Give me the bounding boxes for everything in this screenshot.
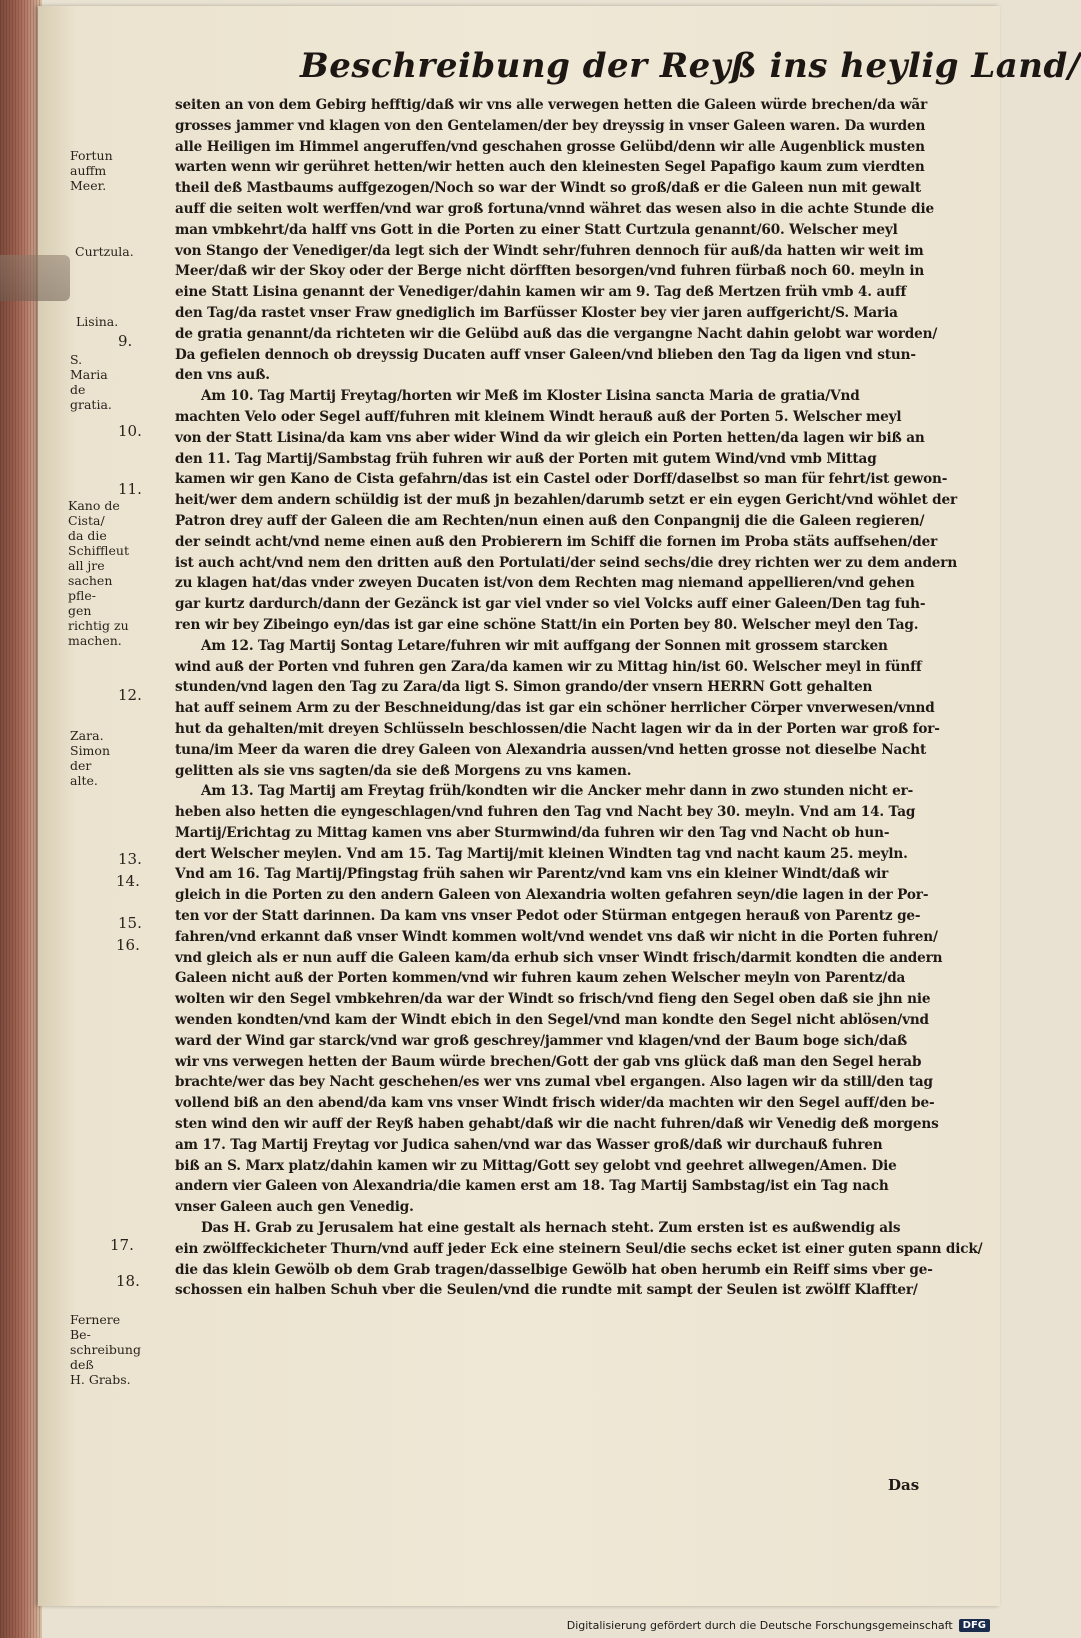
footer-text: Digitalisierung gefördert durch die Deutsche Forschungsgemeinschaft bbox=[566, 1619, 953, 1632]
body-line: Martij/Erichtag zu Mittag kamen vns aber Sturmwind/da fuhren wir den Tag vnd Nacht ob hun- bbox=[175, 824, 890, 841]
margin-note-curtzula: Curtzula. bbox=[75, 244, 134, 259]
digitization-footer bbox=[567, 1619, 990, 1632]
book-page-edges bbox=[0, 0, 42, 1638]
body-line: brachte/wer das bey Nacht geschehen/es wer vns zumal vbel ergangen. Also lagen wir da still/den tag bbox=[175, 1074, 933, 1091]
margin-note-kano: Kano de Cista/ da die Schiffleut all jre sachen pfle- gen richtig zu machen. bbox=[68, 498, 129, 648]
body-line: die das klein Gewölb ob dem Grab tragen/dasselbige Gewölb hat oben herumb ein Reiff sims vber ge- bbox=[175, 1261, 933, 1278]
body-line: Das H. Grab zu Jerusalem hat eine gestalt als hernach steht. Zum ersten ist es außwendig als bbox=[201, 1220, 901, 1237]
margin-note-17: 17. bbox=[110, 1236, 134, 1254]
book-clasp bbox=[0, 255, 70, 301]
body-line: warten wenn wir gerühret hetten/wir hetten auch den kleinesten Segel Papafigo kaum zum vierdten bbox=[175, 159, 925, 176]
body-line: andern vier Galeen von Alexandria/die kamen erst am 18. Tag Martij Sambstag/ist ein Tag nach bbox=[175, 1178, 889, 1195]
body-line: Am 13. Tag Martij am Freytag früh/kondten wir die Ancker mehr dann in zwo stunden nicht er- bbox=[201, 783, 914, 800]
dfg-logo-icon: DFG bbox=[959, 1619, 990, 1632]
body-line: wenden kondten/vnd kam der Windt ebich in den Segel/vnd man kondte den Segel nicht ablösen/vnd bbox=[175, 1012, 929, 1029]
body-line: gar kurtz dardurch/dann der Gezänck ist gar viel vnder so viel Volcks auff einer Galeen/Den tag fuh- bbox=[175, 596, 926, 613]
body-line: den vns auß. bbox=[175, 367, 270, 384]
body-line: zu klagen hat/das vnder zweyen Ducaten ist/von dem Rechten mag niemand appellieren/vnd gehen bbox=[175, 575, 915, 592]
body-line: vnser Galeen auch gen Venedig. bbox=[175, 1199, 414, 1216]
body-line: vnd gleich als er nun auff die Galeen kam/da erhub sich vnser Windt frisch/darmit kondten die andern bbox=[175, 949, 943, 966]
body-line: vollend biß an den abend/da kam vns vnser Windt frisch wider/da machten wir den Segel auff/den be- bbox=[175, 1095, 935, 1112]
body-line: wir vns verwegen hetten der Baum würde brechen/Gott der gab vns glück daß man den Segel herab bbox=[175, 1053, 922, 1070]
body-line: seiten an von dem Gebirg hefftig/daß wir vns alle verwegen hetten die Galeen würde brechen/da wãr bbox=[175, 97, 928, 113]
body-line: von Stango der Venediger/da legt sich der Windt sehr/fuhren dennoch für auß/da hatten wir weit im bbox=[175, 242, 924, 259]
body-line: von der Statt Lisina/da kam vns aber wider Wind da wir gleich ein Porten hetten/da lagen wir biß an bbox=[175, 429, 925, 446]
margin-note-zara: Zara. Simon der alte. bbox=[70, 728, 110, 788]
body-line: der seindt acht/vnd neme einen auß den Probierern im Schiff die fornen im Proba stäts auffsehen/der bbox=[175, 533, 938, 550]
margin-note-9: 9. bbox=[118, 332, 133, 350]
body-line: stunden/vnd lagen den Tag zu Zara/da ligt S. Simon grando/der vnsern HERRN Gott gehalten bbox=[175, 679, 873, 696]
body-line: machten Velo oder Segel auff/fuhren mit kleinem Windt herauß auß der Porten 5. Welscher meyl bbox=[175, 408, 902, 425]
body-line: am 17. Tag Martij Freytag vor Judica sahen/vnd war das Wasser groß/daß wir durchauß fuhren bbox=[175, 1136, 883, 1153]
body-line: theil deß Mastbaums auffgezogen/Noch so war der Windt so groß/daß er die Galeen nun mit gewalt bbox=[175, 180, 921, 197]
body-line: Galeen nicht auß der Porten kommen/vnd wir fuhren kaum zehen Welscher meyln von Parentz/da bbox=[175, 970, 906, 987]
margin-note-14: 14. bbox=[116, 872, 140, 890]
body-line: wind auß der Porten vnd fuhren gen Zara/da kamen wir zu Mittag hin/ist 60. Welscher meyl in fünff bbox=[175, 658, 922, 675]
margin-note-fortun: Fortun auffm Meer. bbox=[70, 148, 113, 193]
body-line: Vnd am 16. Tag Martij/Pfingstag früh sahen wir Parentz/vnd kam vns ein kleiner Windt/daß wir bbox=[175, 866, 889, 883]
body-line: alle Heiligen im Himmel angeruffen/vnd geschahen grosse Gelübd/denn wir alle Augenblick musten bbox=[175, 138, 925, 155]
body-line: Da gefielen dennoch ob dreyssig Ducaten auff vnser Galeen/vnd blieben den Tag da ligen vnd stun- bbox=[175, 346, 916, 363]
body-line: ein zwölffeckicheter Thurn/vnd auff jeder Eck eine steinern Seul/die sechs ecket ist einer guten spann dick/ bbox=[175, 1240, 983, 1257]
body-line: tuna/im Meer da waren die drey Galeen von Alexandria aussen/vnd hetten grosse not dieselbe Nacht bbox=[175, 741, 927, 758]
body-line: gleich in die Porten zu den andern Galeen von Alexandria wolten gefahren seyn/die lagen in der Por- bbox=[175, 887, 929, 904]
catchword: Das bbox=[888, 1476, 920, 1494]
body-line: schossen ein halben Schuh vber die Seulen/vnd die rundte mit sampt der Seulen ist zwölff Klaffter/ bbox=[175, 1282, 918, 1299]
body-line: Patron drey auff der Galeen die am Rechten/nun einen auß den Conpangnij die die Galeen regieren/ bbox=[175, 512, 925, 529]
body-line: man vmbkehrt/da halff vns Gott in die Porten zu einer Statt Curtzula genannt/60. Welscher meyl bbox=[175, 221, 898, 238]
body-line: hat auff seinem Arm zu der Beschneidung/das ist gar ein schöner herrlicher Cörper vnverwesen/vnnd bbox=[175, 700, 935, 717]
running-head: Beschreibung der Reyß ins heylig Land/ bbox=[300, 46, 1081, 86]
body-line: den Tag/da rastet vnser Fraw gnediglich im Barfüsser Kloster bey vier jaren auffgericht/S. Maria bbox=[175, 304, 898, 321]
body-line: fahren/vnd erkannt daß vnser Windt kommen wolt/vnd wendet vns daß wir nicht in die Porten fuhren/ bbox=[175, 928, 938, 945]
body-line: kamen wir gen Kano de Cista gefahrn/das ist ein Castel oder Dorff/daselbst so man für fehrt/ist gewon- bbox=[175, 471, 948, 488]
body-line: Am 12. Tag Martij Sontag Letare/fuhren wir mit auffgang der Sonnen mit grossem starcken bbox=[201, 637, 888, 654]
body-line: ist auch acht/vnd nem den dritten auß den Portulati/der seind sechs/die drey richten wer zu dem andern bbox=[175, 554, 958, 571]
margin-note-16: 16. bbox=[116, 936, 140, 954]
body-line: dert Welscher meylen. Vnd am 15. Tag Martij/mit kleinen Windten tag vnd nacht kaum 25. meyln. bbox=[175, 845, 908, 862]
body-line: gelitten als sie vns sagten/da sie deß Morgens zu vns kamen. bbox=[175, 762, 632, 779]
body-line: ren wir bey Zibeingo eyn/das ist gar eine schöne Statt/in ein Porten bey 80. Welscher meyl den Tag. bbox=[175, 616, 919, 633]
body-line: auff die seiten wolt werffen/vnd war groß fortuna/vnnd währet das wesen also in die achte Stunde die bbox=[175, 200, 934, 217]
margin-note-12: 12. bbox=[118, 686, 142, 704]
body-line: ten vor der Statt darinnen. Da kam vns vnser Pedot oder Stürman entgegen herauß von Parentz ge- bbox=[175, 908, 921, 925]
body-line: biß an S. Marx platz/dahin kamen wir zu Mittag/Gott sey gelobt vnd geehret allwegen/Amen. Die bbox=[175, 1157, 897, 1174]
body-line: den 11. Tag Martij/Sambstag früh fuhren wir auß der Porten mit gutem Wind/vnd vmb Mittag bbox=[175, 450, 877, 467]
body-line: eine Statt Lisina genannt der Venediger/dahin kamen wir am 9. Tag deß Mertzen früh vmb 4. auff bbox=[175, 284, 907, 301]
margin-note-fernere: Fernere Be- schreibung deß H. Grabs. bbox=[70, 1312, 141, 1387]
margin-note-13: 13. bbox=[118, 850, 142, 868]
body-line: hut da gehalten/mit dreyen Schlüsseln beschlossen/die Nacht lagen wir da in der Porten war groß for- bbox=[175, 720, 940, 737]
body-line: Am 10. Tag Martij Freytag/horten wir Meß im Kloster Lisina sancta Maria de gratia/Vnd bbox=[201, 388, 860, 405]
body-line: ward der Wind gar starck/vnd war groß geschrey/jammer vnd klagen/vnd der Baum boge sich/daß bbox=[175, 1032, 908, 1049]
body-line: grosses jammer vnd klagen von den Gentelamen/der bey dreyssig in vnser Galeen waren. Da wurden bbox=[175, 117, 926, 134]
body-line: heit/wer dem andern schüldig ist der muß jn bezahlen/darumb setzt er ein eygen Gericht/vnd wöhlet der bbox=[175, 492, 958, 509]
margin-note-11: 11. bbox=[118, 480, 142, 498]
margin-note-lisina: Lisina. bbox=[76, 314, 119, 329]
margin-note-18: 18. bbox=[116, 1272, 140, 1290]
body-line: Meer/daß wir der Skoy oder der Berge nicht dörfften besorgen/vnd fuhren fürbaß noch 60. meyln in bbox=[175, 263, 925, 280]
body-text bbox=[175, 95, 983, 1301]
margin-note-smaria: S. Maria de gratia. bbox=[70, 352, 112, 412]
body-line: heben also hetten die eyngeschlagen/vnd fuhren den Tag vnd Nacht bey 30. meyln. Vnd am 14. Tag bbox=[175, 804, 916, 821]
margin-note-10: 10. bbox=[118, 422, 142, 440]
margin-note-15: 15. bbox=[118, 914, 142, 932]
body-line: sten wind den wir auff der Reyß haben gehabt/daß wir die nacht fuhren/daß wir Venedig deß morgens bbox=[175, 1116, 939, 1133]
body-line: de gratia genannt/da richteten wir die Gelübd auß das die vergangne Nacht dahin gelobt war worden/ bbox=[175, 325, 938, 342]
body-line: wolten wir den Segel vmbkehren/da war der Windt so frisch/vnd fieng den Segel oben daß sie jhn nie bbox=[175, 991, 931, 1008]
